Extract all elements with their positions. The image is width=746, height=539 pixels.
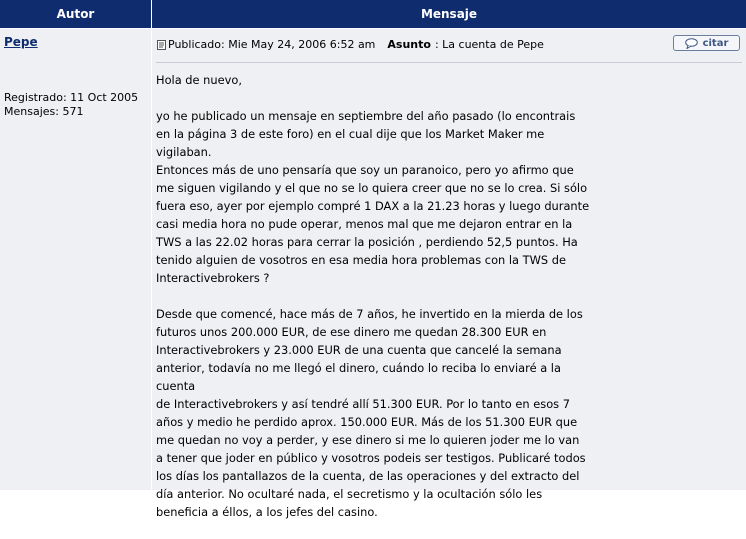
message-cell <box>152 29 746 519</box>
post-divider <box>156 62 742 63</box>
author-message-count: Mensajes: 571 <box>4 105 84 118</box>
post-subject-label: Asunto <box>387 38 431 51</box>
quote-button-label: citar <box>702 37 729 49</box>
column-header-mensaje: Mensaje <box>152 0 746 28</box>
speech-bubble-icon <box>685 38 698 49</box>
author-registered: Registrado: 11 Oct 2005 <box>4 91 139 104</box>
author-cell <box>0 29 151 490</box>
post-icon <box>157 40 166 50</box>
post-paragraph-2: yo he publicado un mensaje en septiembre del año pasado (lo encontrais en la página 3 de este foro) en el cual dije que los Market Maker me vigilaban. Entonces más de uno pensaría que soy un paranoico, pero yo afirmo que me siguen vigilando y el que no se lo quiera creer que no se lo crea. Si sólo fuera eso, ayer por ejemplo compré 1 DAX a la 21.23 horas y luego durante casi media hora no pude operar, menos mal que me dejaron entrar en la TWS a las 22.02 horas para cerrar la posición , perdiendo 52,5 puntos. Ha tenido alguien de vosotros en esa media hora problemas con la TWS de Interactivebrokers ? <box>156 109 590 285</box>
author-details <box>4 91 138 119</box>
post-body <box>156 71 596 539</box>
post-header <box>157 38 544 51</box>
post-published-date: Publicado: Mie May 24, 2006 6:52 am <box>168 38 376 51</box>
column-header-autor: Autor <box>0 0 151 28</box>
author-name-link[interactable]: Pepe <box>4 35 38 49</box>
post-paragraph-1: Hola de nuevo, <box>156 73 242 87</box>
post-subject: : La cuenta de Pepe <box>434 38 544 51</box>
quote-button[interactable] <box>673 35 740 51</box>
post-paragraph-3: Desde que comencé, hace más de 7 años, he invertido en la mierda de los futuros unos 200.000 EUR, de ese dinero me quedan 28.300 EUR en Interactivebrokers y 23.000 EUR de una cuenta que cancelé la semana anterior, todavía no me llegó el dinero, cuándo lo reciba lo enviaré a la cuenta de Interactivebrokers y así tendré allí 51.300 EUR. Por lo tanto en esos 7 años y medio he perdido aprox. 150.000 EUR. Más de los 51.300 EUR que me quedan no voy a perder, y ese dinero si me lo quieren joder me lo van a tener que joder en público y vosotros podeis ser testigos. Publicaré todos los días los pantallazos de la cuenta, de las operaciones y del extracto del día anterior. No ocultaré nada, el secretismo y la ocultación sólo les beneficia a éllos, a los jefes del casino. <box>156 307 586 519</box>
